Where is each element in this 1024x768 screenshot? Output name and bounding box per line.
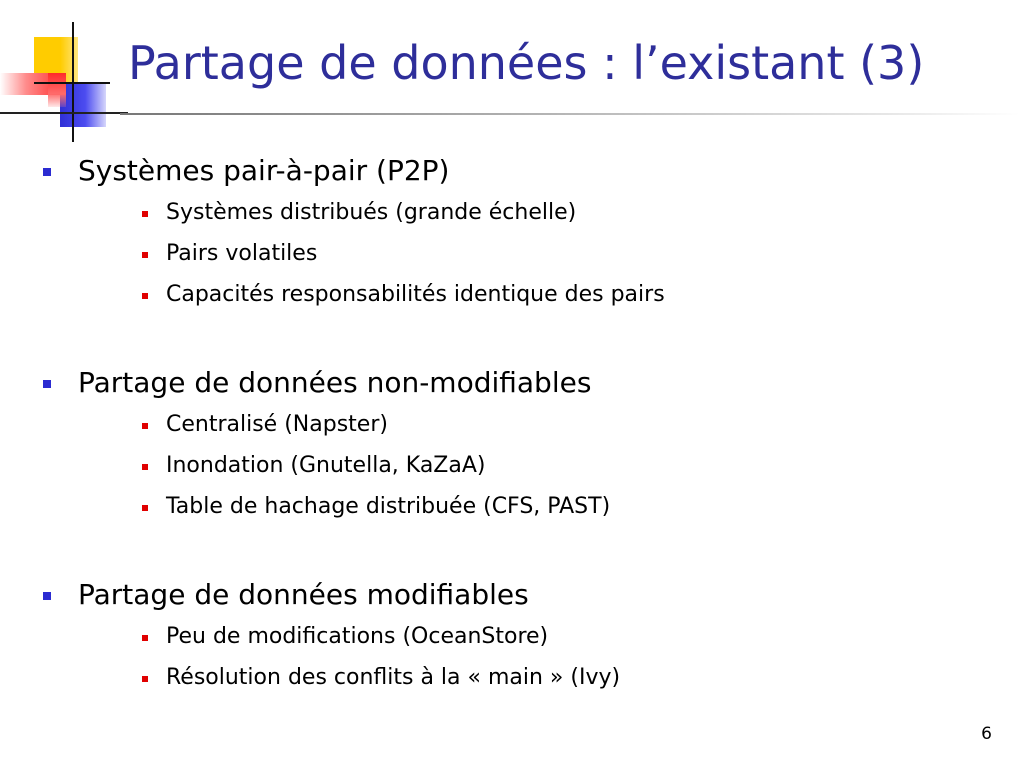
blue-bullet-icon (43, 168, 51, 176)
sub-item-text: Centralisé (Napster) (166, 412, 388, 437)
bullet-item-level2 (166, 665, 620, 690)
sub-item-text: Résolution des conflits à la « main » (Ivy) (166, 665, 621, 690)
sub-item-text: Table de hachage distribuée (CFS, PAST) (166, 494, 611, 519)
section-heading: Partage de données modifiables (78, 578, 529, 611)
page-number: 6 (981, 724, 992, 744)
sub-item-text: Capacités responsabilités identique des pairs (166, 282, 665, 307)
red-bullet-icon (142, 252, 148, 258)
bullet-item-level2 (166, 241, 317, 266)
red-bullet-icon (142, 423, 148, 429)
sub-item-text: Inondation (Gnutella, KaZaA) (166, 453, 486, 478)
red-bullet-icon (142, 635, 148, 641)
red-bullet-icon (142, 676, 148, 682)
sub-item-text: Peu de modifications (OceanStore) (166, 624, 549, 649)
sub-item-text: Systèmes distribués (grande échelle) (166, 200, 577, 225)
bullet-item-level2 (166, 453, 486, 478)
bullet-item-level1 (78, 366, 591, 399)
red-bullet-icon (142, 505, 148, 511)
blue-bullet-icon (43, 380, 51, 388)
section-heading: Partage de données non-modifiables (78, 366, 592, 399)
red-bullet-icon (142, 211, 148, 217)
blue-bullet-icon (43, 592, 51, 600)
bullet-item-level2 (166, 282, 665, 307)
bullet-item-level2 (166, 412, 388, 437)
section-heading: Systèmes pair-à-pair (P2P) (78, 154, 450, 187)
red-bullet-icon (142, 464, 148, 470)
bullet-item-level1 (78, 578, 529, 611)
bullet-item-level2 (166, 624, 548, 649)
bullet-item-level1 (78, 154, 449, 187)
slide-title: Partage de données : l’existant (3) (128, 36, 925, 90)
sub-item-text: Pairs volatiles (166, 241, 318, 266)
red-bullet-icon (142, 293, 148, 299)
bullet-item-level2 (166, 494, 610, 519)
bullet-item-level2 (166, 200, 576, 225)
